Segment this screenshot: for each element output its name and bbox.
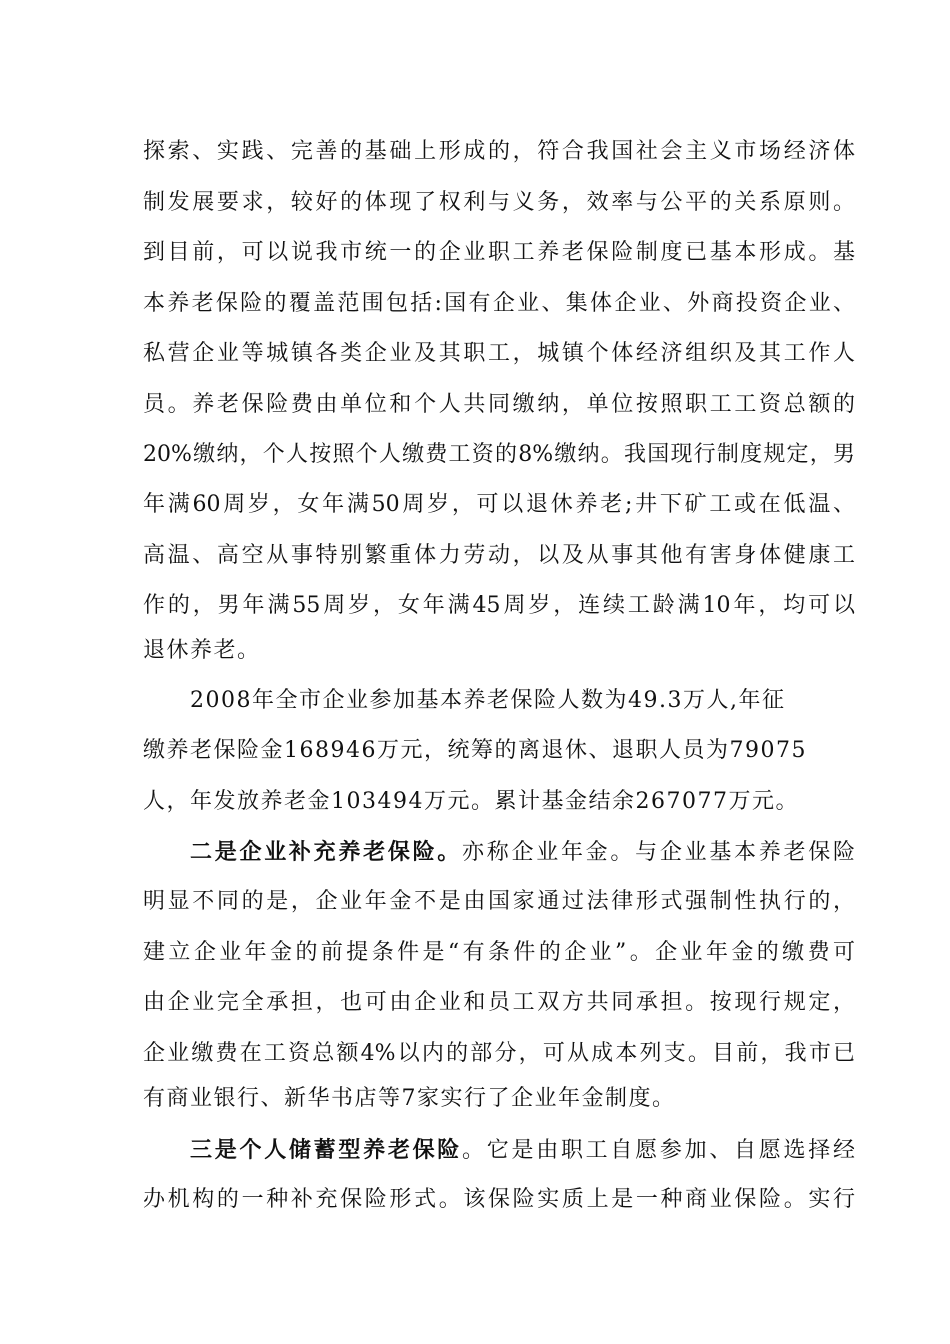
text-line-16: 明显不同的是，企业年金不是由国家通过法律形式强制性执行的，	[143, 889, 855, 914]
text-line-1: 探索、实践、完善的基础上形成的，符合我国社会主义市场经济体	[143, 139, 855, 164]
section-heading-three: 三是个人储蓄型养老保险	[190, 1137, 463, 1163]
text-line-7: 20%缴纳，个人按照个人缴费工资的8%缴纳。我国现行制度规定，男	[143, 442, 855, 467]
text-line-18: 由企业完全承担，也可由企业和员工双方共同承担。按现行规定，	[143, 990, 855, 1015]
text-line-22: 办机构的一种补充保险形式。该保险实质上是一种商业保险。实行	[143, 1187, 855, 1212]
text-line-15	[190, 837, 855, 868]
text-line-17: 建立企业年金的前提条件是“有条件的企业”。企业年金的缴费可	[143, 940, 855, 965]
text-line-12: 2008年全市企业参加基本养老保险人数为49.3万人,年征	[190, 688, 786, 713]
text-line-14: 人，年发放养老金103494万元。累计基金结余267077万元。	[143, 789, 799, 814]
text-line-2: 制发展要求，较好的体现了权利与义务，效率与公平的关系原则。	[143, 190, 855, 215]
section-heading-two: 二是企业补充养老保险。	[190, 839, 463, 865]
text-line-10: 作的，男年满55周岁，女年满45周岁，连续工龄满10年，均可以	[143, 593, 855, 618]
text-line-11: 退休养老。	[143, 638, 261, 663]
text-line-3: 到目前，可以说我市统一的企业职工养老保险制度已基本形成。基	[143, 240, 855, 265]
text-line-6: 员。养老保险费由单位和个人共同缴纳，单位按照职工工资总额的	[143, 392, 855, 417]
text-line-15-body: 亦称企业年金。与企业基本养老保险	[462, 840, 855, 865]
text-line-9: 高温、高空从事特别繁重体力劳动，以及从事其他有害身体健康工	[143, 543, 855, 568]
text-line-4: 本养老保险的覆盖范围包括:国有企业、集体企业、外商投资企业、	[143, 291, 855, 316]
text-line-8: 年满60周岁，女年满50周岁，可以退休养老;井下矿工或在低温、	[143, 492, 855, 517]
text-line-19: 企业缴费在工资总额4%以内的部分，可从成本列支。目前，我市已	[143, 1041, 855, 1066]
text-line-5: 私营企业等城镇各类企业及其职工，城镇个体经济组织及其工作人	[143, 341, 855, 366]
text-line-13: 缴养老保险金168946万元，统筹的离退休、退职人员为79075	[143, 738, 807, 763]
text-line-21	[190, 1135, 855, 1166]
text-line-20: 有商业银行、新华书店等7家实行了企业年金制度。	[143, 1086, 676, 1111]
text-line-21-body: 。它是由职工自愿参加、自愿选择经	[462, 1138, 855, 1163]
